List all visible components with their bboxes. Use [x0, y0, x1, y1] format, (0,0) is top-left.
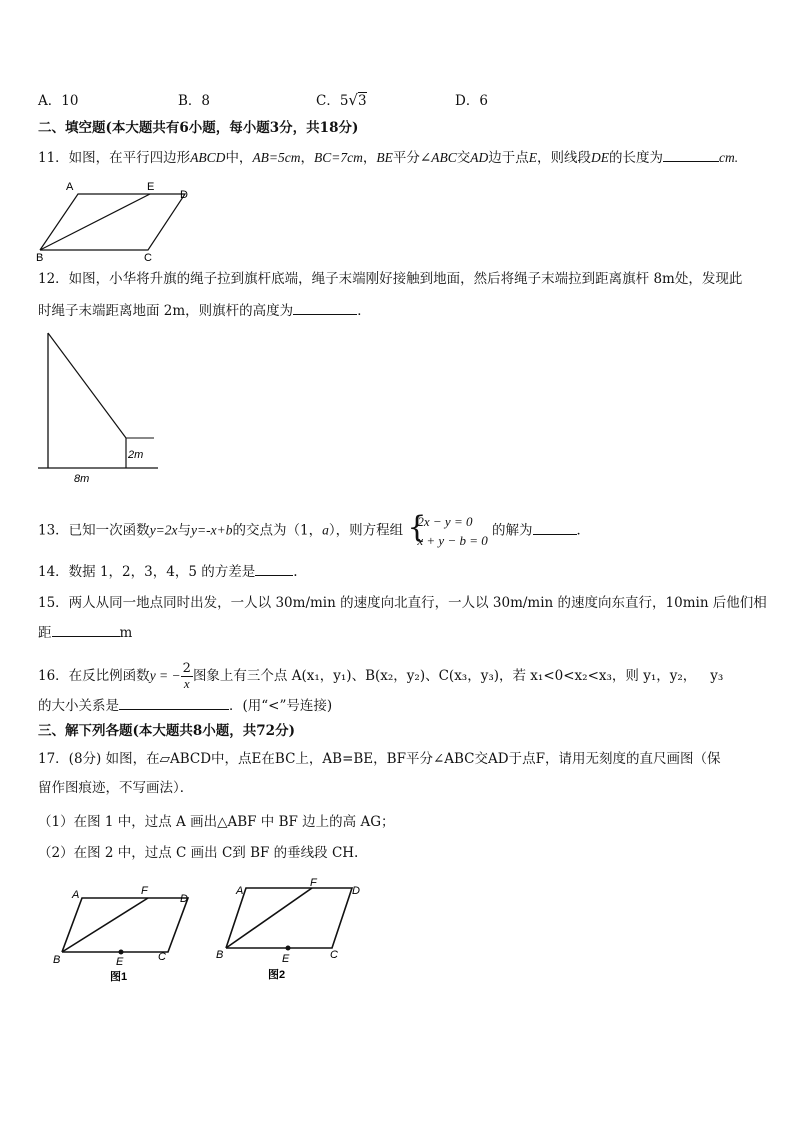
fig17-1-label-a: A	[72, 889, 80, 901]
fig11-label-d: D	[180, 189, 188, 201]
answer-blank-14[interactable]	[255, 563, 293, 576]
fig17-2-label-a: A	[236, 885, 244, 897]
fig11-label-c: C	[144, 252, 152, 264]
answer-blank-13[interactable]	[533, 522, 577, 535]
fig11-label-e: E	[147, 181, 155, 193]
fig17-1-label-e: E	[116, 956, 124, 968]
option-b: B．8	[178, 93, 211, 109]
figure-17-1	[48, 878, 218, 988]
fig17-2-label-b: B	[216, 949, 224, 961]
fig17-2-label-e: E	[282, 953, 290, 965]
fig17-1-label-d: D	[180, 893, 188, 905]
fig17-1-caption: 图1	[110, 971, 128, 983]
section-3-title: 三、解下列各题(本大题共8小题，共72分)	[38, 723, 295, 739]
fig12-base-label: 8m	[74, 473, 90, 485]
fig17-2-label-c: C	[330, 949, 338, 961]
question-12-line-1: 12．如图，小华将升旗的绳子拉到旗杆底端，绳子末端刚好接触到地面，然后将绳子末端拉到距离旗杆 8m处，发现此	[38, 271, 743, 287]
fig17-1-label-b: B	[53, 954, 61, 966]
fig17-2-label-d: D	[352, 885, 360, 897]
fig12-height-label: 2m	[128, 449, 144, 461]
equation-system: { 2x − y = 0 x + y − b = 0	[407, 510, 488, 548]
fig17-1-label-c: C	[158, 951, 166, 963]
question-11: 11．如图，在平行四边形ABCD中，AB=5cm，BC=7cm，BE平分∠ABC交AD边于点E，则线段DE的长度为 cm.	[38, 150, 739, 166]
fraction: $\frac{2}{x}$	[182, 661, 191, 691]
figure-17-2	[212, 876, 382, 986]
question-12-line-2: 时绳子末端距离地面 2m，则旗杆的高度为 ．	[38, 303, 371, 319]
question-17-sub-2: （2）在图 2 中，过点 C 画出 C到 BF 的垂线段 CH.	[38, 845, 359, 861]
fig17-2-label-f: F	[310, 877, 317, 889]
question-15-line-2: 距 m	[38, 625, 133, 641]
fig17-1-label-f: F	[141, 885, 148, 897]
answer-blank-12[interactable]	[293, 302, 357, 315]
figure-12-flagpole	[36, 330, 166, 485]
question-13: 13．已知一次函数y=2x与y=-x+b的交点为（1，a），则方程组 { 2x − y = 0 x + y − b = 0 的解为 ．	[38, 510, 591, 548]
question-15-line-1: 15．两人从同一地点同时出发，一人以 30m/min 的速度向北直行，一人以 30m/min 的速度向东直行，10min 后他们相	[38, 595, 767, 611]
question-17-line-2: 留作图痕迹，不写画法）．	[38, 780, 194, 796]
fig11-label-a: A	[66, 181, 74, 193]
answer-blank-16[interactable]	[119, 697, 229, 710]
question-16-line-2: 的大小关系是 ．(用“<”号连接)	[38, 698, 333, 714]
question-17-line-1: 17．(8分) 如图，在▱ABCD中，点E在BC上，AB=BE，BF平分∠ABC交AD于点F，请用无刻度的直尺画图（保	[38, 751, 721, 767]
question-14: 14．数据 1，2，3，4，5 的方差是 .	[38, 564, 298, 580]
option-c: C．5√3	[316, 91, 367, 109]
question-16-line-1: 16．在反比例函数y = − $\frac{2}{x}$ 图象上有三个点 A(x₁，y₁)、B(x₂，y₂)、C(x₃，y₃)，若 x₁<0<x₂<x₃，则 y₁，y₂， y₃	[38, 661, 724, 691]
option-a: A．10	[38, 93, 79, 109]
answer-blank-15[interactable]	[52, 624, 120, 637]
fig17-2-caption: 图2	[268, 969, 286, 981]
section-2-title: 二、填空题(本大题共有6小题，每小题3分，共18分)	[38, 120, 359, 136]
option-d: D．6	[455, 93, 488, 109]
question-17-sub-1: （1）在图 1 中，过点 A 画出△ABF 中 BF 边上的高 AG；	[38, 814, 395, 830]
figure-11-parallelogram	[30, 178, 200, 263]
answer-blank-11[interactable]	[663, 149, 719, 162]
fig11-label-b: B	[36, 252, 44, 264]
